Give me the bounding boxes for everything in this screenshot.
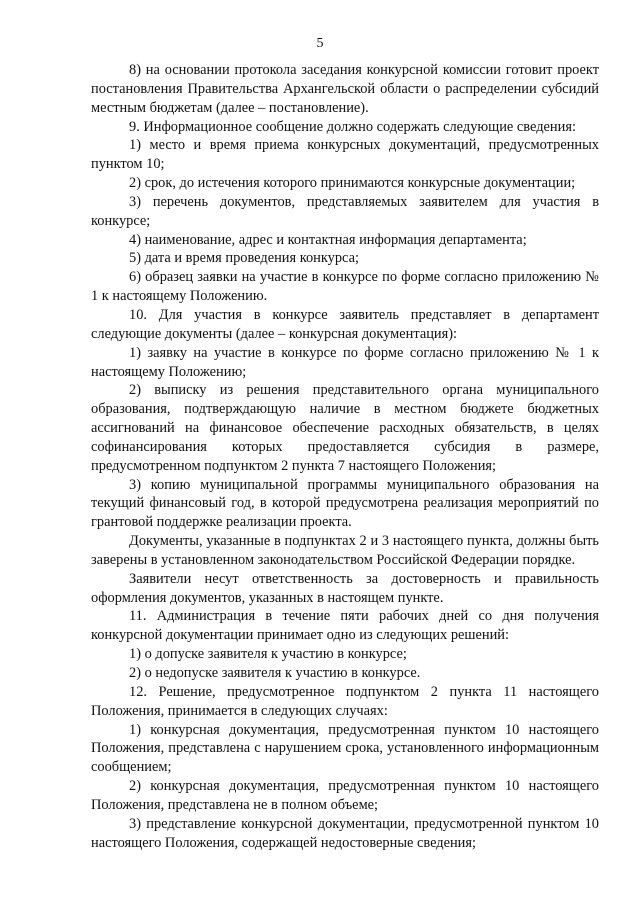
page-number: 5: [316, 36, 324, 51]
document-body: [91, 61, 599, 852]
paragraph-9: 9. Информационное сообщение должно содержать следующие сведения:: [129, 118, 576, 135]
paragraph-12: 12. Решение, предусмотренное подпунктом 2 пункта 11 настоящего Положения, принимается в следующих случаях:: [91, 683, 599, 719]
list-item: 1) конкурсная документация, предусмотренная пунктом 10 настоящего Положения, представлена с нарушением срока, установленного информационным сообщением;: [91, 721, 599, 776]
paragraph-10: 10. Для участия в конкурсе заявитель представляет в департамент следующие документы (далее – конкурсная документация):: [91, 306, 599, 342]
list-item: 2) срок, до истечения которого принимаются конкурсные документации;: [129, 175, 576, 192]
list-item: 2) конкурсная документация, предусмотренная пунктом 10 настоящего Положения, представлена не в полном объеме;: [91, 778, 599, 813]
list-item: 1) заявку на участие в конкурсе по форме согласно приложению № 1 к настоящему Положению;: [91, 344, 599, 380]
list-item: 2) выписку из решения представительного органа муниципального образования, подтверждающую наличие в местном бюджете бюджетных ассигнований на финансовое обеспечение расходных обязательств, в целях софинансирования которых предоставляется субсидия в размере, предусмотренном подпунктом 2 пункта 7 настоящего Положения;: [91, 382, 599, 474]
list-item: 2) о недопуске заявителя к участию в конкурсе.: [129, 665, 421, 681]
paragraph-text: Документы, указанные в подпунктах 2 и 3 настоящего пункта, должны быть заверены в установленном законодательством Российской Федерации порядке.: [91, 533, 599, 568]
list-item: 1) о допуске заявителя к участию в конкурсе;: [129, 646, 407, 663]
list-item: 3) копию муниципальной программы муниципального образования на текущий финансовый год, в которой предусмотрена реализация мероприятий по грантовой поддержке реализации проекта.: [91, 476, 599, 531]
list-item: 3) перечень документов, представляемых заявителем для участия в конкурсе;: [91, 193, 599, 229]
list-item: 4) наименование, адрес и контактная информация департамента;: [129, 231, 527, 248]
list-item: 6) образец заявки на участие в конкурсе по форме согласно приложению № 1 к настоящему Положению.: [91, 269, 599, 305]
list-item: 3) представление конкурсной документации, предусмотренной пунктом 10 настоящего Положения, содержащей недостоверные сведения;: [91, 815, 599, 851]
list-item: 5) дата и время проведения конкурса;: [129, 250, 359, 267]
list-item: 1) место и время приема конкурсных документаций, предусмотренных пунктом 10;: [91, 137, 599, 173]
paragraph-text: Заявители несут ответственность за достоверность и правильность оформления документов, указанных в настоящем пункте.: [91, 570, 599, 606]
paragraph-11: 11. Администрация в течение пяти рабочих дней со дня получения конкурсной документации принимает одно из следующих решений:: [91, 608, 599, 644]
paragraph-8: 8) на основании протокола заседания конкурсной комиссии готовит проект постановления Правительства Архангельской области о распределении субсидий местным бюджетам (далее – постановление).: [91, 62, 599, 116]
